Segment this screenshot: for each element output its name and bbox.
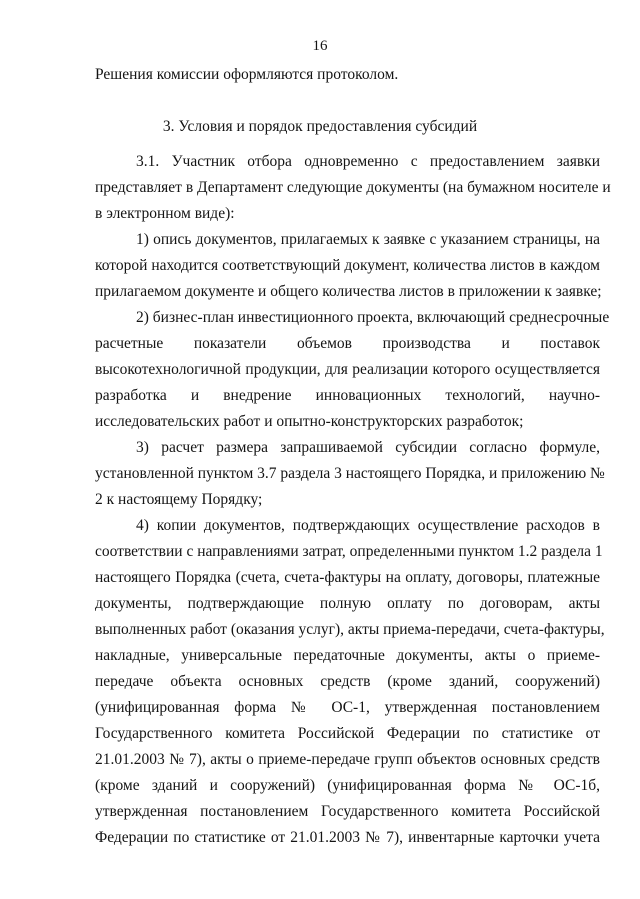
item-4-line-11: (кроме зданий и сооружений) (унифицированная форма № ОС-1б, bbox=[95, 777, 600, 794]
clause-3-1-line-1: 3.1. Участник отбора одновременно с предоставлением заявки bbox=[136, 153, 600, 170]
item-2-line-5: исследовательских работ и опытно-конструкторских разработок; bbox=[95, 413, 524, 430]
item-4-line-8: (унифицированная форма № ОС-1, утвержденная постановлением bbox=[95, 699, 600, 716]
item-2-line-2: расчетные показатели объемов производства и поставок bbox=[95, 335, 600, 352]
item-3-line-3: 2 к настоящему Порядку; bbox=[95, 491, 263, 508]
item-4-line-4: документы, подтверждающие полную оплату по договорам, акты bbox=[95, 595, 600, 612]
item-1-line-3: прилагаемом документе и общего количества листов в приложении к заявке; bbox=[95, 283, 602, 300]
clause-3-1-line-2: представляет в Департамент следующие документы (на бумажном носителе и bbox=[95, 179, 611, 196]
item-4-line-6: накладные, универсальные передаточные документы, акты о приеме- bbox=[95, 647, 600, 664]
item-3-line-1: 3) расчет размера запрашиваемой субсидии согласно формуле, bbox=[136, 439, 600, 456]
item-4-line-10: 21.01.2003 № 7), акты о приеме-передаче групп объектов основных средств bbox=[95, 751, 600, 768]
item-3-line-2: установленной пунктом 3.7 раздела 3 настоящего Порядка, и приложению № bbox=[95, 465, 605, 482]
item-4-line-12: утвержденная постановлением Государственного комитета Российской bbox=[95, 803, 600, 820]
item-4-line-3: настоящего Порядка (счета, счета-фактуры на оплату, договоры, платежные bbox=[95, 569, 600, 586]
item-4-line-7: передаче объекта основных средств (кроме зданий, сооружений) bbox=[95, 673, 600, 690]
item-4-line-9: Государственного комитета Российской Федерации по статистике от bbox=[95, 725, 600, 742]
item-1-line-1: 1) опись документов, прилагаемых к заявке с указанием страницы, на bbox=[136, 231, 600, 248]
item-4-line-2: соответствии с направлениями затрат, определенными пунктом 1.2 раздела 1 bbox=[95, 543, 603, 560]
clause-3-1-line-3: в электронном виде): bbox=[95, 205, 235, 222]
commission-decisions-line: Решения комиссии оформляются протоколом. bbox=[95, 66, 399, 83]
item-1-line-2: которой находится соответствующий документ, количества листов в каждом bbox=[95, 257, 600, 274]
item-2-line-3: высокотехнологичной продукции, для реализации которого осуществляется bbox=[95, 361, 600, 378]
item-4-line-5: выполненных работ (оказания услуг), акты приема-передачи, счета-фактуры, bbox=[95, 621, 605, 638]
section-3-heading: 3. Условия и порядок предоставления субсидий bbox=[162, 118, 478, 135]
item-2-line-1: 2) бизнес-план инвестиционного проекта, включающий среднесрочные bbox=[136, 309, 610, 326]
item-4-line-1: 4) копии документов, подтверждающих осуществление расходов в bbox=[136, 517, 600, 534]
page-number: 16 bbox=[312, 38, 328, 54]
item-2-line-4: разработка и внедрение инновационных технологий, научно- bbox=[95, 387, 600, 404]
item-4-line-13: Федерации по статистике от 21.01.2003 № 7), инвентарные карточки учета bbox=[95, 829, 600, 846]
